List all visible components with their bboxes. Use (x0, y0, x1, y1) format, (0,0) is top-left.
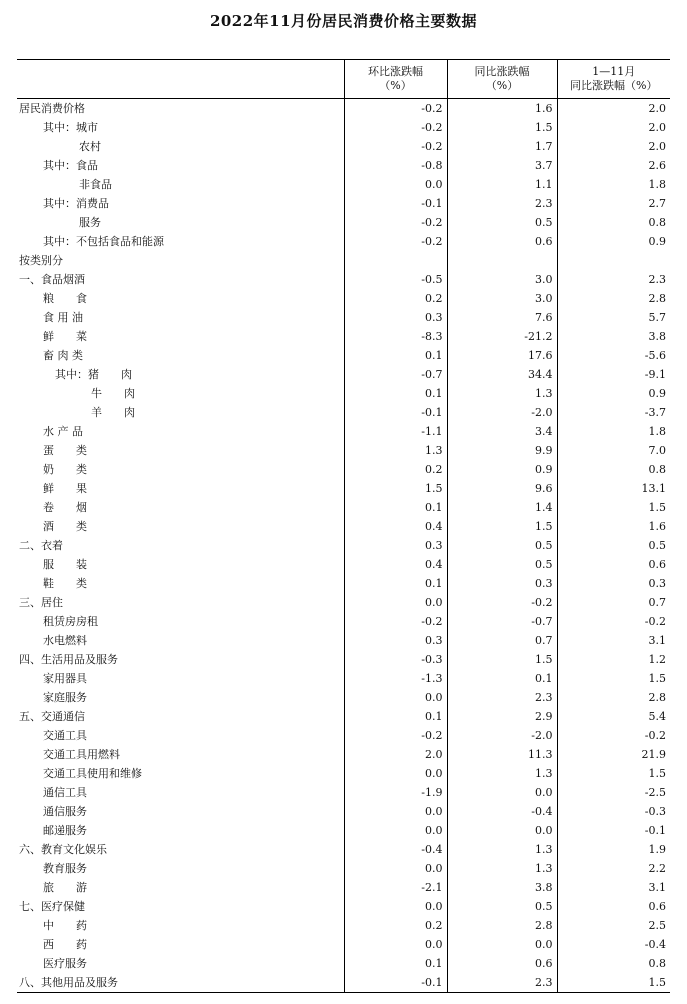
row-yoy-value: -21.2 (447, 327, 557, 346)
table-row (17, 631, 670, 650)
row-label: 其中：城市 (43, 121, 98, 134)
row-yoy-value: 2.9 (447, 707, 557, 726)
row-ytd-value: 0.8 (557, 460, 670, 479)
row-label: 通信工具 (43, 786, 87, 799)
row-label: 畜 肉 类 (43, 349, 83, 362)
row-ytd-value: 0.8 (557, 213, 670, 232)
row-label: 服 装 (43, 558, 87, 571)
row-ytd-value: 1.6 (557, 517, 670, 536)
row-ytd-value: -0.1 (557, 821, 670, 840)
table-row (17, 460, 670, 479)
row-yoy-value: -0.4 (447, 802, 557, 821)
row-label: 通信服务 (43, 805, 87, 818)
row-label: 粮 食 (43, 292, 87, 305)
row-mom-value: -0.2 (344, 726, 447, 745)
row-ytd-value: 1.9 (557, 840, 670, 859)
header-mom-line1: 环比涨跌幅 (368, 65, 423, 78)
row-mom-value: 0.2 (344, 916, 447, 935)
row-ytd-value: 2.8 (557, 289, 670, 308)
row-ytd-value: -5.6 (557, 346, 670, 365)
row-label: 八、其他用品及服务 (19, 976, 118, 989)
row-label: 西 药 (43, 938, 87, 951)
row-label: 其中：猪 肉 (55, 368, 132, 381)
row-yoy-value: 0.5 (447, 213, 557, 232)
row-yoy-value: 0.9 (447, 460, 557, 479)
row-label: 羊 肉 (91, 406, 135, 419)
row-label: 水 产 品 (43, 425, 83, 438)
row-ytd-value: 2.0 (557, 118, 670, 137)
row-label: 旅 游 (43, 881, 87, 894)
row-yoy-value: 1.3 (447, 840, 557, 859)
row-mom-value (344, 251, 447, 270)
table-row (17, 308, 670, 327)
row-mom-value: 0.1 (344, 954, 447, 973)
table-row (17, 726, 670, 745)
row-mom-value: 2.0 (344, 745, 447, 764)
row-yoy-value: 1.5 (447, 650, 557, 669)
row-label: 租赁房房租 (43, 615, 98, 628)
row-yoy-value: 1.5 (447, 118, 557, 137)
table-row (17, 840, 670, 859)
row-mom-value: -0.1 (344, 194, 447, 213)
row-yoy-value: 1.7 (447, 137, 557, 156)
header-ytd-line2: 同比涨跌幅（%） (570, 79, 658, 92)
row-ytd-value: 1.5 (557, 669, 670, 688)
row-yoy-value: 1.4 (447, 498, 557, 517)
table-row (17, 270, 670, 289)
row-label: 食 用 油 (43, 311, 83, 324)
header-yoy (447, 60, 557, 99)
row-yoy-value: 0.5 (447, 897, 557, 916)
row-ytd-value: 3.1 (557, 878, 670, 897)
row-ytd-value: -0.2 (557, 612, 670, 631)
row-mom-value: 0.0 (344, 821, 447, 840)
row-ytd-value: 2.2 (557, 859, 670, 878)
table-row (17, 118, 670, 137)
header-yoy-line1: 同比涨跌幅 (474, 65, 530, 78)
row-label: 六、教育文化娱乐 (19, 843, 107, 856)
row-label: 其中：食品 (43, 159, 98, 172)
row-yoy-value: -0.2 (447, 593, 557, 612)
row-yoy-value: 1.6 (447, 99, 557, 119)
cpi-table (17, 59, 670, 993)
table-row (17, 764, 670, 783)
row-ytd-value: 0.3 (557, 574, 670, 593)
header-yoy-line2: （%） (485, 79, 519, 92)
row-mom-value: 0.3 (344, 536, 447, 555)
row-yoy-value (447, 251, 557, 270)
table-row (17, 251, 670, 270)
row-yoy-value: 0.3 (447, 574, 557, 593)
header-ytd (557, 60, 670, 99)
row-mom-value: -8.3 (344, 327, 447, 346)
row-yoy-value: 3.0 (447, 289, 557, 308)
table-row (17, 783, 670, 802)
row-yoy-value: 0.6 (447, 232, 557, 251)
row-ytd-value: 0.8 (557, 954, 670, 973)
row-label: 四、生活用品及服务 (19, 653, 118, 666)
row-yoy-value: 2.3 (447, 688, 557, 707)
row-yoy-value: 3.8 (447, 878, 557, 897)
row-label: 教育服务 (43, 862, 87, 875)
row-label: 三、居住 (19, 596, 63, 609)
row-mom-value: -0.1 (344, 403, 447, 422)
table-row (17, 194, 670, 213)
table-row (17, 536, 670, 555)
table-row (17, 517, 670, 536)
row-ytd-value: 1.5 (557, 973, 670, 993)
row-ytd-value: 7.0 (557, 441, 670, 460)
row-yoy-value: 7.6 (447, 308, 557, 327)
header-mom (344, 60, 447, 99)
row-mom-value: -0.2 (344, 137, 447, 156)
row-mom-value: -0.3 (344, 650, 447, 669)
row-yoy-value: 1.3 (447, 859, 557, 878)
table-row (17, 669, 670, 688)
page-title: 2022年11月份居民消费价格主要数据 (209, 12, 478, 30)
table-row (17, 973, 670, 993)
row-ytd-value: 2.0 (557, 137, 670, 156)
header-item (17, 60, 344, 99)
row-label: 非食品 (79, 178, 112, 191)
row-mom-value: 0.3 (344, 308, 447, 327)
row-ytd-value: -0.4 (557, 935, 670, 954)
table-header (17, 60, 670, 99)
row-yoy-value: 0.0 (447, 783, 557, 802)
row-mom-value: -1.1 (344, 422, 447, 441)
row-yoy-value: 2.3 (447, 194, 557, 213)
row-label: 蛋 类 (43, 444, 87, 457)
table-row (17, 99, 670, 119)
row-ytd-value: -3.7 (557, 403, 670, 422)
table-row (17, 175, 670, 194)
row-yoy-value: 1.5 (447, 517, 557, 536)
row-ytd-value: 1.8 (557, 422, 670, 441)
row-yoy-value: 3.4 (447, 422, 557, 441)
row-label: 交通工具用燃料 (43, 748, 120, 761)
row-yoy-value: 2.3 (447, 973, 557, 993)
row-mom-value: -0.5 (344, 270, 447, 289)
row-label: 鲜 果 (43, 482, 87, 495)
row-label: 家庭服务 (43, 691, 87, 704)
row-ytd-value (557, 251, 670, 270)
row-ytd-value: 0.9 (557, 232, 670, 251)
row-label: 奶 类 (43, 463, 87, 476)
table-row (17, 346, 670, 365)
table-row (17, 555, 670, 574)
row-mom-value: 0.0 (344, 688, 447, 707)
row-mom-value: 0.4 (344, 555, 447, 574)
row-label: 五、交通通信 (19, 710, 85, 723)
row-mom-value: 0.0 (344, 593, 447, 612)
row-mom-value: -0.2 (344, 99, 447, 119)
table-row (17, 935, 670, 954)
row-ytd-value: 5.7 (557, 308, 670, 327)
row-mom-value: 0.0 (344, 764, 447, 783)
row-yoy-value: 0.0 (447, 935, 557, 954)
row-label: 按类别分 (19, 254, 63, 267)
table-row (17, 289, 670, 308)
row-ytd-value: 2.3 (557, 270, 670, 289)
row-yoy-value: 1.3 (447, 384, 557, 403)
row-label: 农村 (79, 140, 101, 153)
row-mom-value: 0.0 (344, 897, 447, 916)
table-row (17, 422, 670, 441)
row-label: 七、医疗保健 (19, 900, 85, 913)
row-mom-value: -0.2 (344, 232, 447, 251)
table-row (17, 821, 670, 840)
row-ytd-value: 3.8 (557, 327, 670, 346)
row-yoy-value: 0.5 (447, 536, 557, 555)
table-row (17, 859, 670, 878)
row-ytd-value: 2.0 (557, 99, 670, 119)
row-mom-value: 0.2 (344, 460, 447, 479)
row-mom-value: 0.1 (344, 707, 447, 726)
row-ytd-value: 0.6 (557, 897, 670, 916)
table-row (17, 213, 670, 232)
row-yoy-value: 0.6 (447, 954, 557, 973)
row-label: 其中：不包括食品和能源 (43, 235, 164, 248)
row-mom-value: 0.0 (344, 859, 447, 878)
row-yoy-value: 3.7 (447, 156, 557, 175)
table-row (17, 156, 670, 175)
table-row (17, 745, 670, 764)
table-row (17, 479, 670, 498)
row-label: 中 药 (43, 919, 87, 932)
row-yoy-value: 3.0 (447, 270, 557, 289)
row-yoy-value: 0.7 (447, 631, 557, 650)
row-ytd-value: 1.5 (557, 764, 670, 783)
table-row (17, 916, 670, 935)
row-label: 交通工具使用和维修 (43, 767, 142, 780)
row-mom-value: 0.1 (344, 574, 447, 593)
row-label: 酒 类 (43, 520, 87, 533)
row-ytd-value: 5.4 (557, 707, 670, 726)
row-mom-value: 0.1 (344, 346, 447, 365)
header-ytd-line1: 1—11月 (592, 65, 636, 78)
row-label: 水电燃料 (43, 634, 87, 647)
row-mom-value: -0.2 (344, 612, 447, 631)
row-label: 鲜 菜 (43, 330, 87, 343)
row-ytd-value: 2.7 (557, 194, 670, 213)
table-row (17, 612, 670, 631)
row-yoy-value: 11.3 (447, 745, 557, 764)
row-ytd-value: 13.1 (557, 479, 670, 498)
row-label: 邮递服务 (43, 824, 87, 837)
row-label: 居民消费价格 (19, 102, 85, 115)
row-mom-value: 0.3 (344, 631, 447, 650)
row-mom-value: 0.0 (344, 175, 447, 194)
row-ytd-value: 1.2 (557, 650, 670, 669)
row-ytd-value: -2.5 (557, 783, 670, 802)
row-ytd-value: 21.9 (557, 745, 670, 764)
row-yoy-value: 2.8 (447, 916, 557, 935)
row-ytd-value: 0.7 (557, 593, 670, 612)
row-label: 家用器具 (43, 672, 87, 685)
row-label: 鞋 类 (43, 577, 87, 590)
row-mom-value: 1.5 (344, 479, 447, 498)
row-yoy-value: 1.1 (447, 175, 557, 194)
row-ytd-value: -0.2 (557, 726, 670, 745)
row-label: 医疗服务 (43, 957, 87, 970)
row-ytd-value: 0.6 (557, 555, 670, 574)
header-mom-line2: （%） (379, 79, 412, 92)
table-row (17, 593, 670, 612)
table-row (17, 384, 670, 403)
row-mom-value: -0.1 (344, 973, 447, 993)
row-label: 一、食品烟酒 (19, 273, 85, 286)
row-mom-value: -2.1 (344, 878, 447, 897)
row-mom-value: 0.1 (344, 498, 447, 517)
row-mom-value: -0.2 (344, 213, 447, 232)
row-mom-value: 1.3 (344, 441, 447, 460)
table-row (17, 650, 670, 669)
table-row (17, 232, 670, 251)
table-row (17, 403, 670, 422)
row-yoy-value: 0.0 (447, 821, 557, 840)
row-yoy-value: -2.0 (447, 403, 557, 422)
row-ytd-value: 2.5 (557, 916, 670, 935)
row-ytd-value: -0.3 (557, 802, 670, 821)
row-ytd-value: 1.5 (557, 498, 670, 517)
table-row (17, 688, 670, 707)
row-yoy-value: -2.0 (447, 726, 557, 745)
row-mom-value: -0.4 (344, 840, 447, 859)
table-row (17, 498, 670, 517)
table-row (17, 441, 670, 460)
row-yoy-value: 9.6 (447, 479, 557, 498)
table-row (17, 897, 670, 916)
row-ytd-value: 2.6 (557, 156, 670, 175)
table-row (17, 707, 670, 726)
row-ytd-value: 1.8 (557, 175, 670, 194)
table-row (17, 327, 670, 346)
row-mom-value: -0.8 (344, 156, 447, 175)
table-row (17, 574, 670, 593)
row-label: 交通工具 (43, 729, 87, 742)
table-row (17, 802, 670, 821)
table-row (17, 365, 670, 384)
row-yoy-value: 17.6 (447, 346, 557, 365)
row-mom-value: -0.7 (344, 365, 447, 384)
row-ytd-value: 0.5 (557, 536, 670, 555)
row-yoy-value: 0.1 (447, 669, 557, 688)
row-label: 服务 (79, 216, 101, 229)
row-label: 卷 烟 (43, 501, 87, 514)
row-mom-value: -0.2 (344, 118, 447, 137)
row-ytd-value: 2.8 (557, 688, 670, 707)
table-row (17, 878, 670, 897)
row-ytd-value: 0.9 (557, 384, 670, 403)
row-label: 牛 肉 (91, 387, 135, 400)
row-mom-value: 0.2 (344, 289, 447, 308)
row-yoy-value: 34.4 (447, 365, 557, 384)
row-yoy-value: -0.7 (447, 612, 557, 631)
row-yoy-value: 0.5 (447, 555, 557, 574)
row-label: 二、衣着 (19, 539, 63, 552)
table-row (17, 137, 670, 156)
row-mom-value: -1.9 (344, 783, 447, 802)
row-mom-value: 0.0 (344, 802, 447, 821)
row-mom-value: 0.4 (344, 517, 447, 536)
row-mom-value: -1.3 (344, 669, 447, 688)
row-label: 其中：消费品 (43, 197, 109, 210)
row-yoy-value: 1.3 (447, 764, 557, 783)
table-row (17, 954, 670, 973)
row-ytd-value: 3.1 (557, 631, 670, 650)
row-yoy-value: 9.9 (447, 441, 557, 460)
row-mom-value: 0.0 (344, 935, 447, 954)
row-ytd-value: -9.1 (557, 365, 670, 384)
row-mom-value: 0.1 (344, 384, 447, 403)
